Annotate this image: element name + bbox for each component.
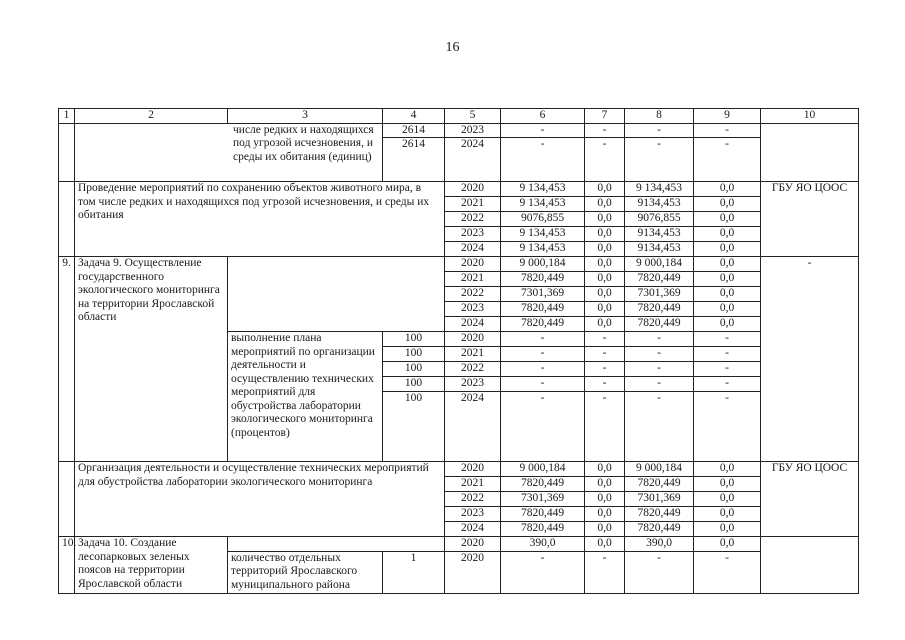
fed-cell: 0,0 — [585, 212, 625, 227]
year-cell: 2024 — [445, 317, 501, 332]
year-cell: 2024 — [445, 392, 501, 462]
fed-cell: 0,0 — [585, 257, 625, 272]
indicator-value: 100 — [383, 377, 445, 392]
year-cell: 2020 — [445, 537, 501, 552]
fed-cell: - — [585, 332, 625, 347]
fed-cell: 0,0 — [585, 197, 625, 212]
total-cell: 390,0 — [501, 537, 585, 552]
executor-cell: ГБУ ЯО ЦООС — [761, 462, 859, 537]
task-name: Задача 10. Создание лесопарковых зеленых поясов на территории Ярославской области — [75, 537, 228, 594]
header-cell: 2 — [75, 109, 228, 124]
indicator-value: 2614 — [383, 138, 445, 182]
other-cell: 0,0 — [694, 242, 761, 257]
program-table — [58, 108, 859, 594]
reg-cell: 7820,449 — [625, 272, 694, 287]
fed-cell: 0,0 — [585, 462, 625, 477]
table-row — [59, 182, 859, 197]
year-cell: 2020 — [445, 462, 501, 477]
other-cell: 0,0 — [694, 287, 761, 302]
fed-cell: - — [585, 138, 625, 182]
fed-cell: 0,0 — [585, 477, 625, 492]
year-cell: 2022 — [445, 492, 501, 507]
total-cell: - — [501, 392, 585, 462]
indicator-text: числе редких и находящихся под угрозой исчезновения, и среды их обитания (единиц) — [75, 123, 383, 182]
fed-cell: 0,0 — [585, 242, 625, 257]
reg-cell: 7820,449 — [625, 317, 694, 332]
reg-cell: - — [625, 362, 694, 377]
total-cell: 9 000,184 — [501, 462, 585, 477]
other-cell: 0,0 — [694, 507, 761, 522]
fed-cell: 0,0 — [585, 182, 625, 197]
reg-cell: 7820,449 — [625, 522, 694, 537]
executor-cell — [761, 537, 859, 594]
reg-cell: 390,0 — [625, 537, 694, 552]
year-cell: 2022 — [445, 212, 501, 227]
num-cell — [59, 123, 75, 182]
fed-cell: - — [585, 392, 625, 462]
executor-cell: ГБУ ЯО ЦООС — [761, 182, 859, 257]
reg-cell: 7301,369 — [625, 492, 694, 507]
fed-cell: 0,0 — [585, 507, 625, 522]
reg-cell: 9 000,184 — [625, 257, 694, 272]
reg-cell: - — [625, 377, 694, 392]
other-cell: 0,0 — [694, 462, 761, 477]
indicator-text: выполнение плана мероприятий по организации деятельности и осуществлению технических мероприятий для обустройства лаборатории экологического мониторинга (процентов) — [228, 332, 383, 462]
total-cell: 7301,369 — [501, 287, 585, 302]
other-cell: 0,0 — [694, 182, 761, 197]
header-cell: 1 — [59, 109, 75, 124]
num-cell — [59, 182, 75, 257]
year-cell: 2023 — [445, 507, 501, 522]
year-cell: 2024 — [445, 138, 501, 182]
activity-text: Проведение мероприятий по сохранению объектов животного мира, в том числе редких и находящихся под угрозой исчезновения, и среды их обитания — [75, 182, 445, 257]
total-cell: - — [501, 332, 585, 347]
other-cell: 0,0 — [694, 212, 761, 227]
fed-cell: 0,0 — [585, 522, 625, 537]
reg-cell: 9134,453 — [625, 197, 694, 212]
reg-cell: - — [625, 347, 694, 362]
header-cell: 4 — [383, 109, 445, 124]
reg-cell: - — [625, 138, 694, 182]
empty-cell — [228, 257, 445, 332]
indicator-value: 100 — [383, 392, 445, 462]
year-cell: 2021 — [445, 477, 501, 492]
table-row — [59, 537, 859, 552]
table-row — [59, 123, 859, 138]
fed-cell: - — [585, 123, 625, 138]
total-cell: 7820,449 — [501, 302, 585, 317]
empty-cell — [228, 537, 445, 552]
total-cell: - — [501, 551, 585, 593]
fed-cell: 0,0 — [585, 287, 625, 302]
fed-cell: 0,0 — [585, 537, 625, 552]
header-cell: 7 — [585, 109, 625, 124]
other-cell: 0,0 — [694, 492, 761, 507]
reg-cell: 9076,855 — [625, 212, 694, 227]
page-number: 16 — [445, 40, 460, 55]
year-cell: 2023 — [445, 377, 501, 392]
other-cell: - — [694, 347, 761, 362]
indicator-value: 2614 — [383, 123, 445, 138]
total-cell: - — [501, 347, 585, 362]
fed-cell: 0,0 — [585, 302, 625, 317]
fed-cell: 0,0 — [585, 272, 625, 287]
reg-cell: 9134,453 — [625, 227, 694, 242]
task-number: 9. — [59, 257, 75, 462]
indicator-value: 1 — [383, 551, 445, 593]
other-cell: - — [694, 138, 761, 182]
header-cell: 8 — [625, 109, 694, 124]
total-cell: 7301,369 — [501, 492, 585, 507]
num-cell — [59, 462, 75, 537]
reg-cell: 7301,369 — [625, 287, 694, 302]
indicator-value: 100 — [383, 332, 445, 347]
total-cell: 9 134,453 — [501, 182, 585, 197]
indicator-value: 100 — [383, 347, 445, 362]
reg-cell: 7820,449 — [625, 302, 694, 317]
total-cell: 7820,449 — [501, 272, 585, 287]
other-cell: 0,0 — [694, 522, 761, 537]
year-cell: 2021 — [445, 347, 501, 362]
other-cell: 0,0 — [694, 477, 761, 492]
other-cell: 0,0 — [694, 257, 761, 272]
header-cell: 9 — [694, 109, 761, 124]
reg-cell: 7820,449 — [625, 507, 694, 522]
year-cell: 2022 — [445, 362, 501, 377]
fed-cell: 0,0 — [585, 227, 625, 242]
other-cell: 0,0 — [694, 317, 761, 332]
table-row — [59, 257, 859, 272]
year-cell: 2023 — [445, 302, 501, 317]
other-cell: 0,0 — [694, 272, 761, 287]
total-cell: 7820,449 — [501, 317, 585, 332]
other-cell: 0,0 — [694, 197, 761, 212]
fed-cell: 0,0 — [585, 317, 625, 332]
fed-cell: 0,0 — [585, 492, 625, 507]
other-cell: - — [694, 377, 761, 392]
total-cell: - — [501, 138, 585, 182]
fed-cell: - — [585, 347, 625, 362]
year-cell: 2020 — [445, 182, 501, 197]
header-cell: 5 — [445, 109, 501, 124]
indicator-text: количество отдельных территорий Ярославского муниципального района — [228, 551, 383, 593]
total-cell: 9 134,453 — [501, 242, 585, 257]
reg-cell: 9 000,184 — [625, 462, 694, 477]
header-cell: 10 — [761, 109, 859, 124]
other-cell: 0,0 — [694, 227, 761, 242]
other-cell: - — [694, 392, 761, 462]
header-row — [59, 109, 859, 124]
table-row — [59, 462, 859, 477]
task-name: Задача 9. Осуществление государственного экологического мониторинга на территории Ярославской области — [75, 257, 228, 462]
reg-cell: 9134,453 — [625, 242, 694, 257]
year-cell: 2021 — [445, 197, 501, 212]
total-cell: 9 134,453 — [501, 197, 585, 212]
fed-cell: - — [585, 377, 625, 392]
total-cell: 7820,449 — [501, 522, 585, 537]
activity-text: Организация деятельности и осуществление технических мероприятий для обустройства лаборатории экологического мониторинга — [75, 462, 445, 537]
year-cell: 2022 — [445, 287, 501, 302]
fed-cell: - — [585, 551, 625, 593]
reg-cell: - — [625, 392, 694, 462]
year-cell: 2020 — [445, 551, 501, 593]
header-cell: 3 — [228, 109, 383, 124]
reg-cell: 7820,449 — [625, 477, 694, 492]
total-cell: - — [501, 123, 585, 138]
reg-cell: - — [625, 123, 694, 138]
year-cell: 2020 — [445, 332, 501, 347]
total-cell: - — [501, 362, 585, 377]
other-cell: - — [694, 362, 761, 377]
executor-cell — [761, 123, 859, 182]
year-cell: 2023 — [445, 123, 501, 138]
executor-cell: - — [761, 257, 859, 462]
total-cell: 7820,449 — [501, 477, 585, 492]
year-cell: 2020 — [445, 257, 501, 272]
header-cell: 6 — [501, 109, 585, 124]
indicator-value: 100 — [383, 362, 445, 377]
total-cell: 9076,855 — [501, 212, 585, 227]
reg-cell: - — [625, 332, 694, 347]
reg-cell: - — [625, 551, 694, 593]
total-cell: 7820,449 — [501, 507, 585, 522]
other-cell: - — [694, 551, 761, 593]
task-number: 10. — [59, 537, 75, 594]
total-cell: - — [501, 377, 585, 392]
other-cell: 0,0 — [694, 302, 761, 317]
other-cell: - — [694, 123, 761, 138]
total-cell: 9 134,453 — [501, 227, 585, 242]
fed-cell: - — [585, 362, 625, 377]
reg-cell: 9 134,453 — [625, 182, 694, 197]
year-cell: 2024 — [445, 522, 501, 537]
year-cell: 2024 — [445, 242, 501, 257]
year-cell: 2023 — [445, 227, 501, 242]
year-cell: 2021 — [445, 272, 501, 287]
other-cell: 0,0 — [694, 537, 761, 552]
total-cell: 9 000,184 — [501, 257, 585, 272]
other-cell: - — [694, 332, 761, 347]
